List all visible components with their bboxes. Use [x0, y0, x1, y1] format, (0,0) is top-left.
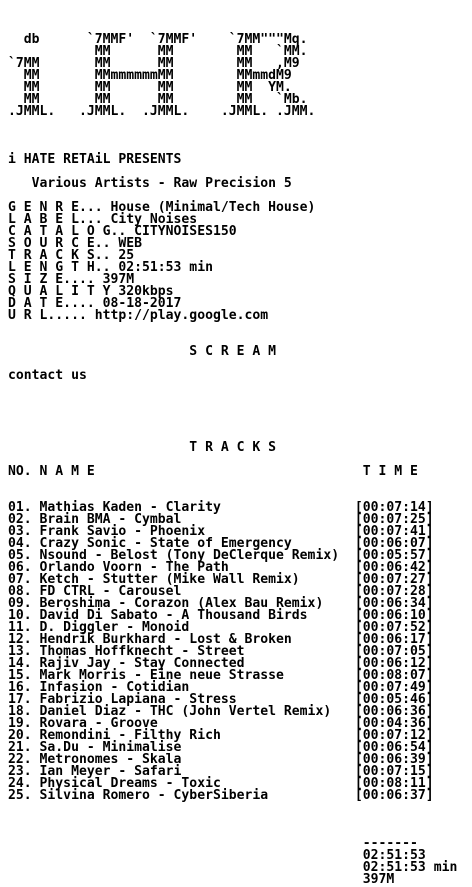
- nfo-line: L A B E L... City Noises: [8, 212, 198, 227]
- nfo-line: 02:51:53: [8, 848, 426, 863]
- nfo-line: S C R E A M: [8, 344, 277, 359]
- nfo-line: T R A C K S: [8, 440, 277, 455]
- nfo-line: db `7MMF' `7MMF' `7MM"""Mq.: [8, 32, 308, 47]
- nfo-line: .JMML. .JMML. .JMML. .JMML. .JMM.: [8, 104, 316, 119]
- nfo-line: 18. Daniel Diaz - THC (John Vertel Remix) [00:06:36]: [8, 704, 434, 719]
- nfo-line: [8, 802, 457, 814]
- nfo-line: MM MMmmmmmmMM MMmmdM9: [8, 68, 292, 83]
- nfo-line: U R L..... http://play.google.com: [8, 308, 269, 323]
- nfo-line: NO. N A M E T I M E: [8, 464, 418, 479]
- nfo-line: 22. Metronomes - Skala [00:06:39]: [8, 752, 434, 767]
- nfo-line: 01. Mathias Kaden - Clarity [00:07:14]: [8, 500, 434, 515]
- nfo-line: G E N R E... House (Minimal/Tech House): [8, 200, 316, 215]
- nfo-line: 02. Brain BMA - Cymbal [00:07:25]: [8, 512, 434, 527]
- nfo-line: [8, 418, 457, 430]
- nfo-line: MM MM MM `MM.: [8, 44, 308, 59]
- nfo-line: D A T E.... 08-18-2017: [8, 296, 182, 311]
- nfo-line: -------: [8, 836, 418, 851]
- nfo-line: [8, 382, 457, 394]
- nfo-line: C A T A L O G.. CITYNOISES150: [8, 224, 237, 239]
- nfo-line: 17. Fabrizio Lapiana - Stress [00:05:46]: [8, 692, 434, 707]
- nfo-line: `7MM MM MM MM ,M9: [8, 56, 300, 71]
- nfo-line: 07. Ketch - Stutter (Mike Wall Remix) [00:07:27]: [8, 572, 434, 587]
- nfo-line: MM MM MM MM YM.: [8, 80, 292, 95]
- nfo-line: 05. Nsound - Belost (Tony DeClerque Remix) [00:05:57]: [8, 548, 434, 563]
- nfo-line: 03. Frank Savio - Phoenix [00:07:41]: [8, 524, 434, 539]
- nfo-line: Q U A L I T Y 320kbps: [8, 284, 174, 299]
- nfo-line: MM MM MM MM `Mb.: [8, 92, 308, 107]
- nfo-line: 397M: [8, 872, 395, 887]
- nfo-line: 13. Thomas Hoffknecht - Street [00:07:05]: [8, 644, 434, 659]
- nfo-line: [8, 118, 457, 130]
- nfo-text-block: [8, 34, 457, 886]
- nfo-line: 19. Rovara - Groove [00:04:36]: [8, 716, 434, 731]
- nfo-line: 20. Remondini - Filthy Rich [00:07:12]: [8, 728, 434, 743]
- nfo-line: 02:51:53 min: [8, 860, 458, 875]
- nfo-line: 23. Ian Meyer - Safari [00:07:15]: [8, 764, 434, 779]
- nfo-line: i HATE RETAiL PRESENTS: [8, 152, 182, 167]
- nfo-line: 21. Sa.Du - Minimalise [00:06:54]: [8, 740, 434, 755]
- nfo-line: [8, 394, 457, 406]
- nfo-line: 10. David Di Sabato - A Thousand Birds [00:06:10]: [8, 608, 434, 623]
- nfo-line: 25. Silvina Romero - CyberSiberia [00:06:37]: [8, 788, 434, 803]
- nfo-line: [8, 406, 457, 418]
- nfo-line: 11. D. Diggler - Monoid [00:07:52]: [8, 620, 434, 635]
- nfo-line: contact us: [8, 368, 87, 383]
- nfo-line: [8, 322, 457, 334]
- nfo-line: 14. Rajiv Jay - Stay Connected [00:06:12]: [8, 656, 434, 671]
- nfo-line: L E N G T H.. 02:51:53 min: [8, 260, 213, 275]
- nfo-line: 16. Infasion - Cotidian [00:07:49]: [8, 680, 434, 695]
- nfo-line: [8, 814, 457, 826]
- nfo-line: 12. Hendrik Burkhard - Lost & Broken [00:06:17]: [8, 632, 434, 647]
- nfo-line: 24. Physical Dreams - Toxic [00:08:11]: [8, 776, 434, 791]
- nfo-line: 15. Mark Morris - Eine neue Strasse [00:08:07]: [8, 668, 434, 683]
- nfo-line: 06. Orlando Voorn - The Path [00:06:42]: [8, 560, 434, 575]
- nfo-line: Various Artists - Raw Precision 5: [8, 176, 292, 191]
- nfo-line: [8, 478, 457, 490]
- nfo-line: 04. Crazy Sonic - State of Emergency [00:06:07]: [8, 536, 434, 551]
- nfo-line: S I Z E.... 397M: [8, 272, 135, 287]
- nfo-line: [8, 130, 457, 142]
- nfo-line: T R A C K S.. 25: [8, 248, 135, 263]
- nfo-line: 09. Beroshima - Corazon (Alex Bau Remix) [00:06:34]: [8, 596, 434, 611]
- nfo-line: S O U R C E.. WEB: [8, 236, 143, 251]
- nfo-line: 08. FD CTRL - Carousel [00:07:28]: [8, 584, 434, 599]
